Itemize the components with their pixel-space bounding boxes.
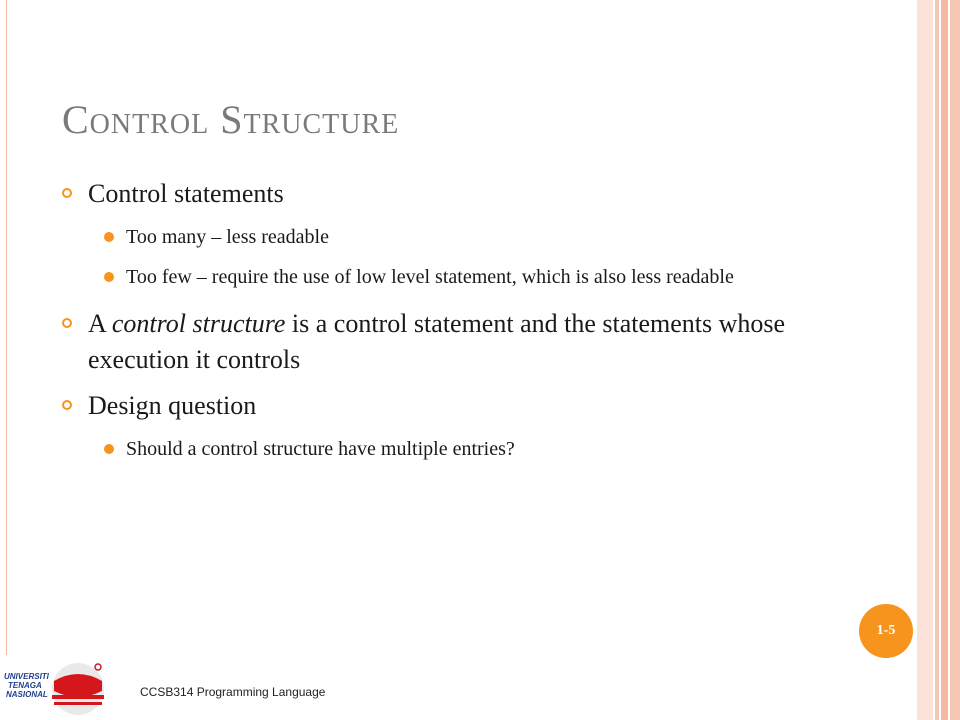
filled-circle-bullet-icon — [104, 232, 114, 242]
bullet-text-emphasis: control structure — [111, 309, 286, 338]
list-item — [62, 222, 842, 252]
slide-content — [62, 176, 842, 474]
bullet-text: Control statements — [88, 179, 284, 208]
filled-circle-bullet-icon — [104, 272, 114, 282]
bullet-text: Too many – less readable — [126, 226, 329, 248]
bullet-text-suffix: is a control statement and the statements whose execution it controls — [88, 309, 786, 374]
hollow-circle-bullet-icon — [62, 188, 72, 198]
svg-text:NASIONAL: NASIONAL — [6, 690, 48, 699]
right-stripe-2 — [935, 0, 939, 720]
footer-course-label: CCSB314 Programming Language — [140, 685, 326, 699]
bullet-text: Design question — [88, 391, 257, 420]
slide-title: Control Structure — [62, 97, 400, 142]
list-item — [62, 388, 842, 424]
bullet-text: Should a control structure have multiple entries? — [126, 438, 515, 460]
right-stripe-3 — [941, 0, 948, 720]
list-item — [62, 262, 842, 292]
hollow-circle-bullet-icon — [62, 400, 72, 410]
bullet-text: Too few – require the use of low level statement, which is also less readable — [126, 266, 734, 288]
list-item — [62, 306, 842, 378]
svg-text:UNIVERSITI: UNIVERSITI — [4, 672, 49, 681]
hollow-circle-bullet-icon — [62, 318, 72, 328]
filled-circle-bullet-icon — [104, 444, 114, 454]
right-stripe-4 — [950, 0, 960, 720]
list-item — [62, 434, 842, 464]
svg-text:TENAGA: TENAGA — [8, 681, 42, 690]
left-border-line — [6, 0, 7, 660]
page-number-badge: 1-5 — [859, 604, 913, 658]
list-item — [62, 176, 842, 212]
university-logo-icon — [0, 655, 118, 720]
bullet-text-prefix: A — [88, 309, 112, 338]
right-stripe-1 — [917, 0, 933, 720]
